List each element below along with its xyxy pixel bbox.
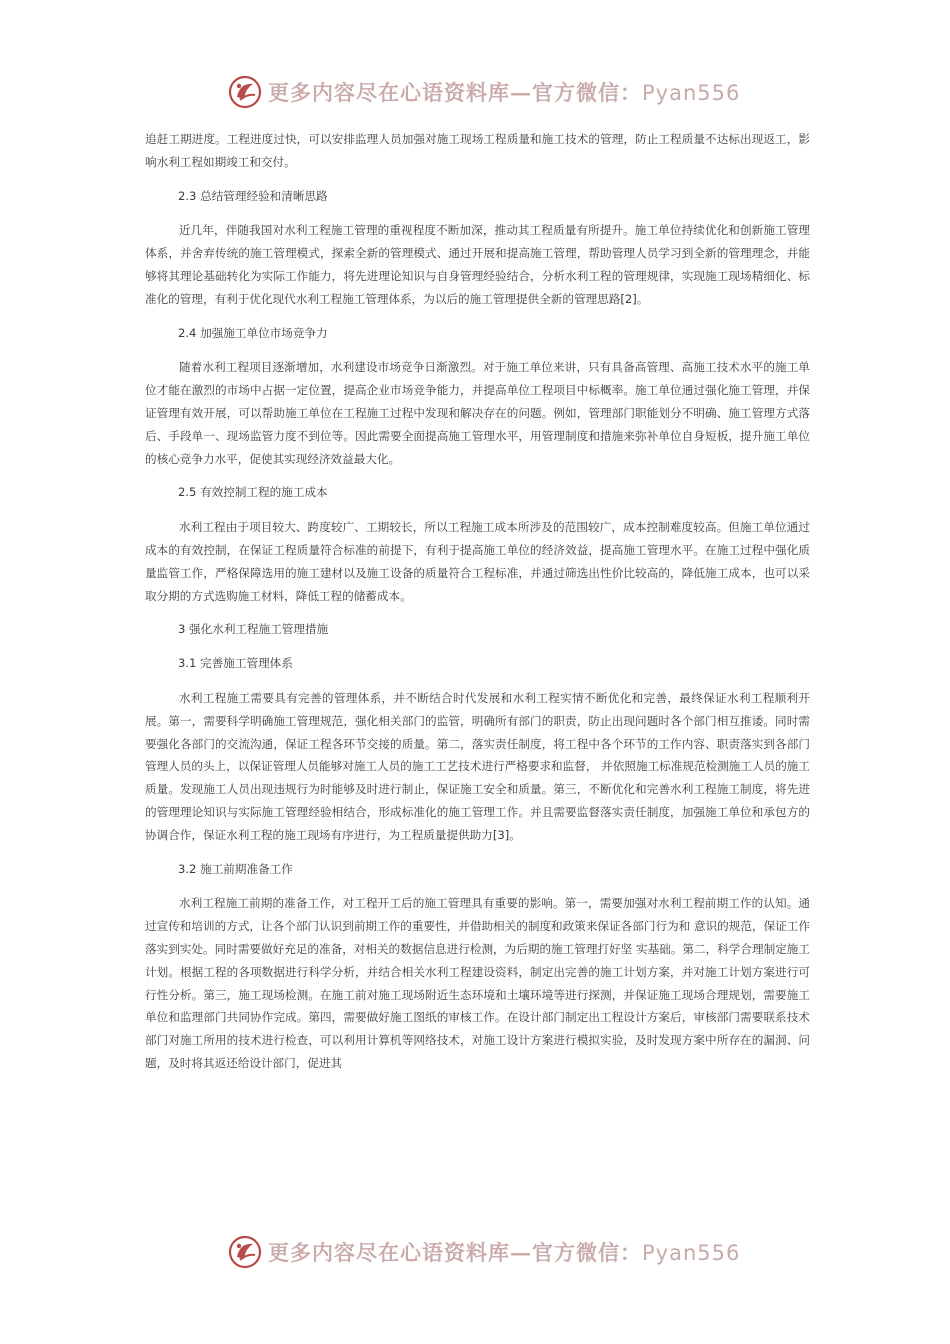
paragraph-2-3: 近几年，伴随我国对水利工程施工管理的重视程度不断加深，推动其工程质量有所提升。施工单位持续优化和创新施工管理体系，并舍弃传统的施工管理模式，探索全新的管理模式、通过开展和提高施工管理，帮助管理人员学习到全新的管理理念，并能够将其理论基础转化为实际工作能力，将先进理论知识与自身管理经验结合，分析水利工程的管理规律，实现施工现场精细化、标准化的管理，有利于优化现代水利工程施工管理体系，为以后的施工管理提供全新的管理思路[2]。 [145, 223, 810, 306]
paragraph-3-2: 水利工程施工前期的准备工作，对工程开工后的施工管理具有重要的影响。第一，需要加强对水利工程前期工作的认知。通过宣传和培训的方式，让各个部门认识到前期工作的重要性，并借助相关的制度和政策来保证各部门行为和 意识的规范，保证工作落实到实处。同时需要做好充足的准备，对相关的数据信息进行检测，为后期的施工管理打好坚 实基础。第二，科学合理制定施工计划。根据工程的各项数据进行科学分析，并结合相关水利工程建设资料，制定出完善的施工计划方案，并对施工计划方案进行可行性分析。第三，施工现场检测。在施工前对施工现场附近生态环境和土壤环境等进行探测，并保证施工现场合理规划，需要施工单位和监理部门共同协作完成。第四，需要做好施工图纸的审核工作。在设计部门制定出工程设计方案后，审核部门需要联系技术部门对施工所用的技术进行检查，可以利用计算机等网络技术，对施工设计方案进行模拟实验，及时发现方案中所存在的漏洞、问题，及时将其返还给设计部门，促进其 [145, 896, 810, 1070]
heading-3: 3 强化水利工程施工管理措施 [178, 622, 329, 637]
banner-text: 更多内容尽在心语资料库—官方微信：Pyan556 [268, 80, 741, 105]
heading-2-5: 2.5 有效控制工程的施工成本 [178, 485, 328, 500]
paragraph-2-4: 随着水利工程项目逐渐增加，水利建设市场竞争日渐激烈。对于施工单位来讲，只有具备高管理、高施工技术水平的施工单位才能在激烈的市场中占据一定位置，提高企业市场竞争能力，并提高单位工程项目中标概率。施工单位通过强化施工管理，并保证管理有效开展，可以帮助施工单位在工程施工过程中发现和解决存在的问题。例如，管理部门职能划分不明确、施工管理方式落后、手段单一、现场监管力度不到位等。因此需要全面提高施工管理水平，用管理制度和措施来弥补单位自身短板，提升施工单位的核心竞争力水平，促使其实现经济效益最大化。 [145, 360, 810, 466]
header-banner [228, 72, 741, 112]
paragraph-2-5: 水利工程由于项目较大、跨度较广、工期较长，所以工程施工成本所涉及的范围较广，成本控制难度较高。但施工单位通过成本的有效控制，在保证工程质量符合标准的前提下，有利于提高施工单位的经济效益，提高施工管理水平。在施工过程中强化质量监管工作，严格保障选用的施工建材以及施工设备的质量符合工程标准，并通过筛选出性价比较高的，降低施工成本，也可以采取分期的方式选购施工材料，降低工程的储蓄成本。 [145, 520, 810, 603]
paragraph-3-1: 水利工程施工需要具有完善的管理体系，并不断结合时代发展和水利工程实情不断优化和完善，最终保证水利工程顺利开展。第一，需要科学明确施工管理规范，强化相关部门的监管，明确所有部门的职责，防止出现问题时各个部门相互推诿。同时需要强化各部门的交流沟通，保证工程各环节交接的质量。第二，落实责任制度，将工程中各个环节的工作内容、职责落实到各部门管理人员的头上，以保证管理人员能够对施工人员的施工工艺技术进行严格要求和监督， 并依照施工标准规范检测施工人员的施工质量。发现施工人员出现违规行为时能够及时进行制止，保证施工安全和质量。第三，不断优化和完善水利工程施工制度，将先进的管理理论知识与实际施工管理经验相结合，形成标准化的施工管理工作。并且需要监督落实责任制度，加强施工单位和承包方的协调合作，保证水利工程的施工现场有序进行，为工程质量提供助力[3]。 [145, 690, 810, 842]
heading-3-1: 3.1 完善施工管理体系 [178, 656, 293, 671]
banner-text: 更多内容尽在心语资料库—官方微信：Pyan556 [268, 1240, 741, 1265]
wechat-id: Pyan556 [642, 81, 741, 105]
wechat-id: Pyan556 [642, 1241, 741, 1265]
footer-banner [228, 1232, 741, 1272]
lotus-logo-icon [228, 1235, 262, 1269]
lotus-logo-icon [228, 75, 262, 109]
heading-2-3: 2.3 总结管理经验和清晰思路 [178, 188, 328, 203]
heading-3-2: 3.2 施工前期准备工作 [178, 861, 293, 876]
paragraph-intro-continuation: 追赶工期进度。工程进度过快，可以安排监理人员加强对施工现场工程质量和施工技术的管理，防止工程质量不达标出现返工，影响水利工程如期竣工和交付。 [145, 132, 810, 169]
heading-2-4: 2.4 加强施工单位市场竞争力 [178, 325, 328, 340]
document-body [145, 128, 810, 1075]
